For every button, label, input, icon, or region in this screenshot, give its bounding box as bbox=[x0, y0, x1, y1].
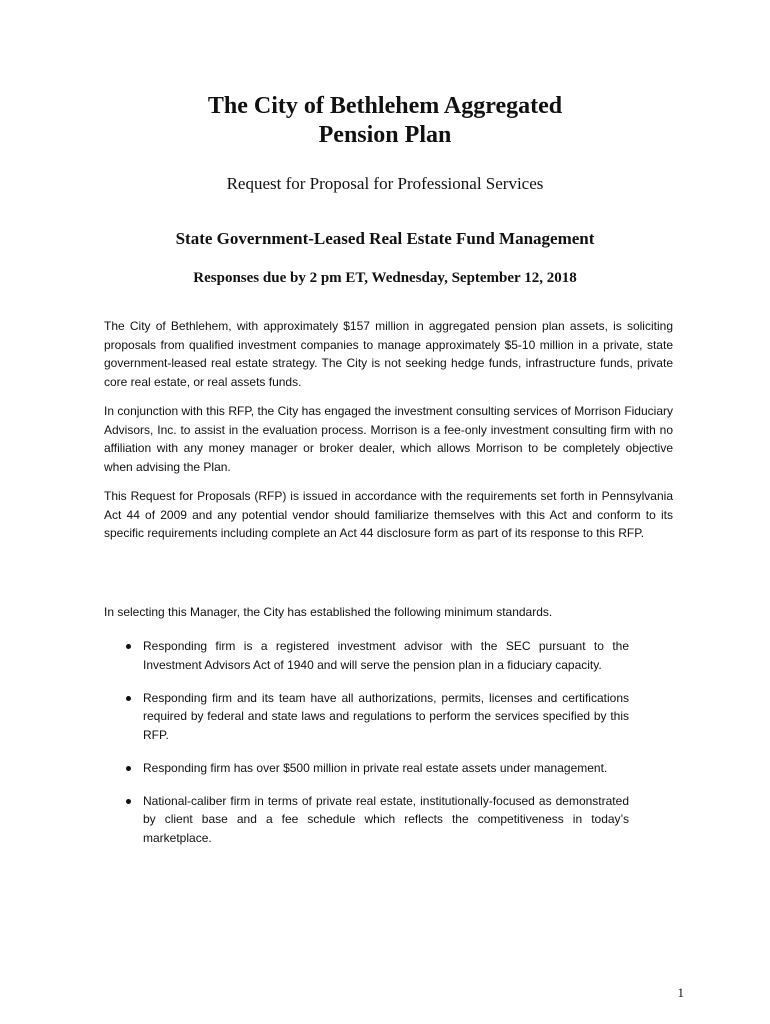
paragraph-intro: The City of Bethlehem, with approximately $157 million in aggregated pension plan assets, is soliciting proposals from qualified investment companies to manage approximately $5-10 million in a private, state government-leased real estate strategy. The City is not seeking hedge funds, infrastructure funds, private core real estate, or real assets funds. bbox=[104, 319, 673, 389]
list-item bbox=[104, 792, 629, 848]
bullet-icon bbox=[126, 696, 131, 701]
paragraph-consultant: In conjunction with this RFP, the City has engaged the investment consulting services of Morrison Fiduciary Advisors, Inc. to assist in the evaluation process. Morrison is a fee-only investment consulting firm with no affiliation with any money manager or broker dealer, which allows Morrison to be completely objective when advising the Plan. bbox=[104, 404, 673, 474]
paragraph-act44: This Request for Proposals (RFP) is issued in accordance with the requirements set forth in Pennsylvania Act 44 of 2009 and any potential vendor should familiarize themselves with this Act and conform to its specific requirements including complete an Act 44 disclosure form as part of its response to this RFP. bbox=[104, 489, 673, 540]
section-heading: State Government-Leased Real Estate Fund Management bbox=[175, 229, 595, 248]
document-subtitle: Request for Proposal for Professional Services bbox=[226, 174, 544, 193]
list-item bbox=[104, 759, 629, 778]
list-item-text: Responding firm has over $500 million in private real estate assets under management. bbox=[143, 760, 608, 775]
list-item-text: Responding firm and its team have all authorizations, permits, licenses and certifications required by federal and state laws and regulations to perform the services specified by this RFP. bbox=[143, 690, 629, 742]
title-line-2: Pension Plan bbox=[318, 122, 452, 148]
bullet-icon bbox=[126, 766, 131, 771]
page-number: 1 bbox=[677, 985, 684, 1000]
bullet-icon bbox=[126, 644, 131, 649]
due-date-line: Responses due by 2 pm ET, Wednesday, September 12, 2018 bbox=[193, 270, 577, 286]
list-item-text: Responding firm is a registered investment advisor with the SEC pursuant to the Investment Advisors Act of 1940 and will serve the pension plan in a fiduciary capacity. bbox=[143, 639, 629, 672]
document-title bbox=[0, 92, 770, 150]
paragraph-standards-intro: In selecting this Manager, the City has established the following minimum standards. bbox=[104, 605, 553, 619]
minimum-standards-list bbox=[104, 637, 629, 862]
list-item-text: National-caliber firm in terms of private real estate, institutionally-focused as demonstrated by client base and a fee schedule which reflects the competitiveness in today’s marketplace. bbox=[143, 793, 629, 845]
title-line-1: The City of Bethlehem Aggregated bbox=[207, 93, 563, 119]
bullet-icon bbox=[126, 799, 131, 804]
list-item bbox=[104, 689, 629, 745]
list-item bbox=[104, 637, 629, 674]
